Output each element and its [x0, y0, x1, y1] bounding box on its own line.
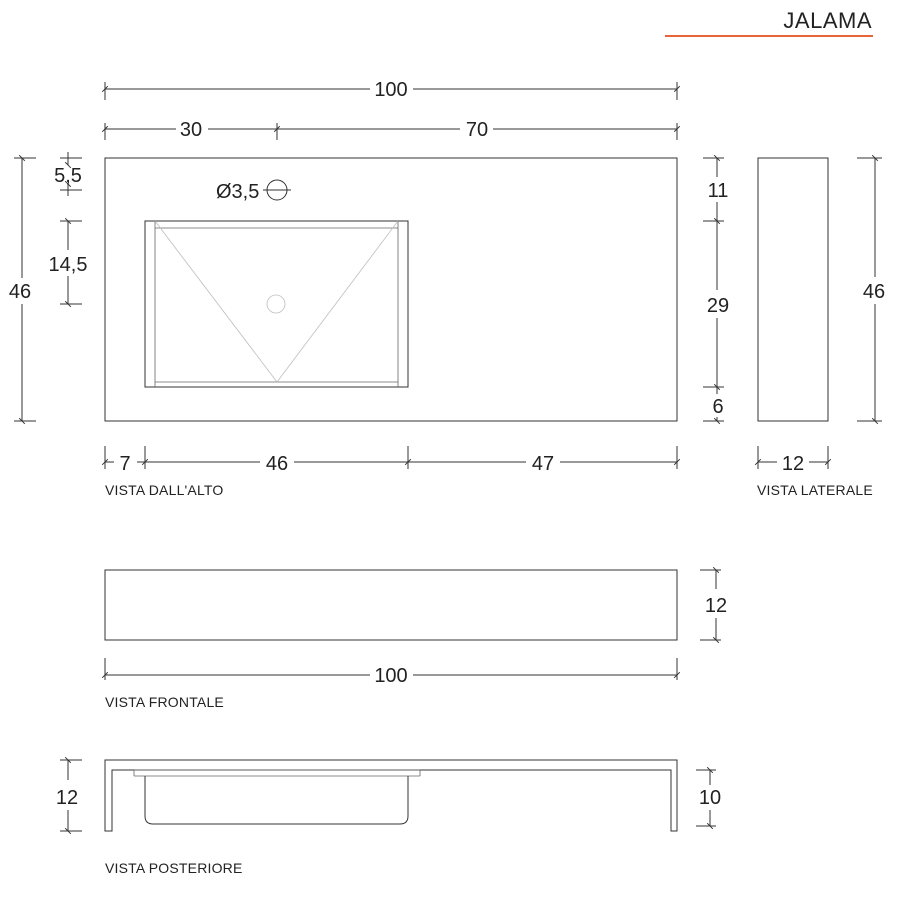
- side-view: [757, 158, 885, 498]
- dim-right-stack: [703, 158, 729, 421]
- rear-view-caption: VISTA POSTERIORE: [105, 860, 243, 876]
- dim-bowl-offset-label: 14,5: [48, 254, 88, 276]
- dim-front-height-label: 12: [704, 595, 728, 617]
- side-view-outline: [758, 158, 828, 421]
- dim-front-width-label: 100: [374, 665, 408, 687]
- rear-view: [56, 760, 721, 876]
- dim-bowl-offset: [49, 221, 88, 304]
- front-view-outline: [105, 570, 677, 640]
- dim-right-width-label: 70: [465, 119, 489, 141]
- dim-right-top-label: 11: [707, 180, 729, 202]
- dim-side-thickness: [758, 446, 828, 475]
- dim-depth-left: [9, 158, 36, 421]
- dim-side-depth: [857, 158, 885, 421]
- dim-total-width: [105, 79, 677, 101]
- dim-depth-left-label: 46: [8, 281, 32, 303]
- dim-front-width: [105, 658, 677, 687]
- dim-side-thickness-label: 12: [781, 453, 805, 475]
- dim-rear-height-right-label: 10: [698, 787, 722, 809]
- top-view-outline: [105, 158, 677, 421]
- dim-rear-height-left: [56, 760, 82, 831]
- front-view: [105, 570, 727, 710]
- dim-tap-offset: [54, 152, 82, 196]
- dim-bottom-stack: [105, 446, 677, 475]
- dim-side-depth-label: 46: [862, 281, 886, 303]
- dim-left-width-label: 30: [179, 119, 203, 141]
- dim-bottom-bowl-label: 46: [265, 453, 289, 475]
- front-view-caption: VISTA FRONTALE: [105, 694, 224, 710]
- rear-bowl-outline: [134, 770, 420, 824]
- top-view: [9, 79, 729, 498]
- dim-tap-offset-label: 5,5: [54, 165, 82, 187]
- side-view-caption: VISTA LATERALE: [757, 482, 873, 498]
- dim-bottom-left-label: 7: [119, 453, 131, 475]
- dim-total-width-label: 100: [374, 79, 408, 101]
- dim-front-height: [700, 570, 727, 640]
- tap-hole-label: Ø3,5: [216, 181, 260, 203]
- dim-bottom-right-label: 47: [531, 453, 555, 475]
- brand-name: JALAMA: [783, 8, 872, 33]
- top-view-caption: VISTA DALL'ALTO: [105, 482, 224, 498]
- dim-right-mid-label: 29: [706, 295, 730, 317]
- rear-view-outline: [105, 760, 677, 831]
- dim-rear-height-right: [696, 770, 721, 826]
- dim-rear-height-left-label: 12: [55, 787, 79, 809]
- dim-split-width: [105, 119, 677, 141]
- dim-right-bottom-label: 6: [712, 396, 724, 418]
- bowl-outline: [145, 221, 408, 387]
